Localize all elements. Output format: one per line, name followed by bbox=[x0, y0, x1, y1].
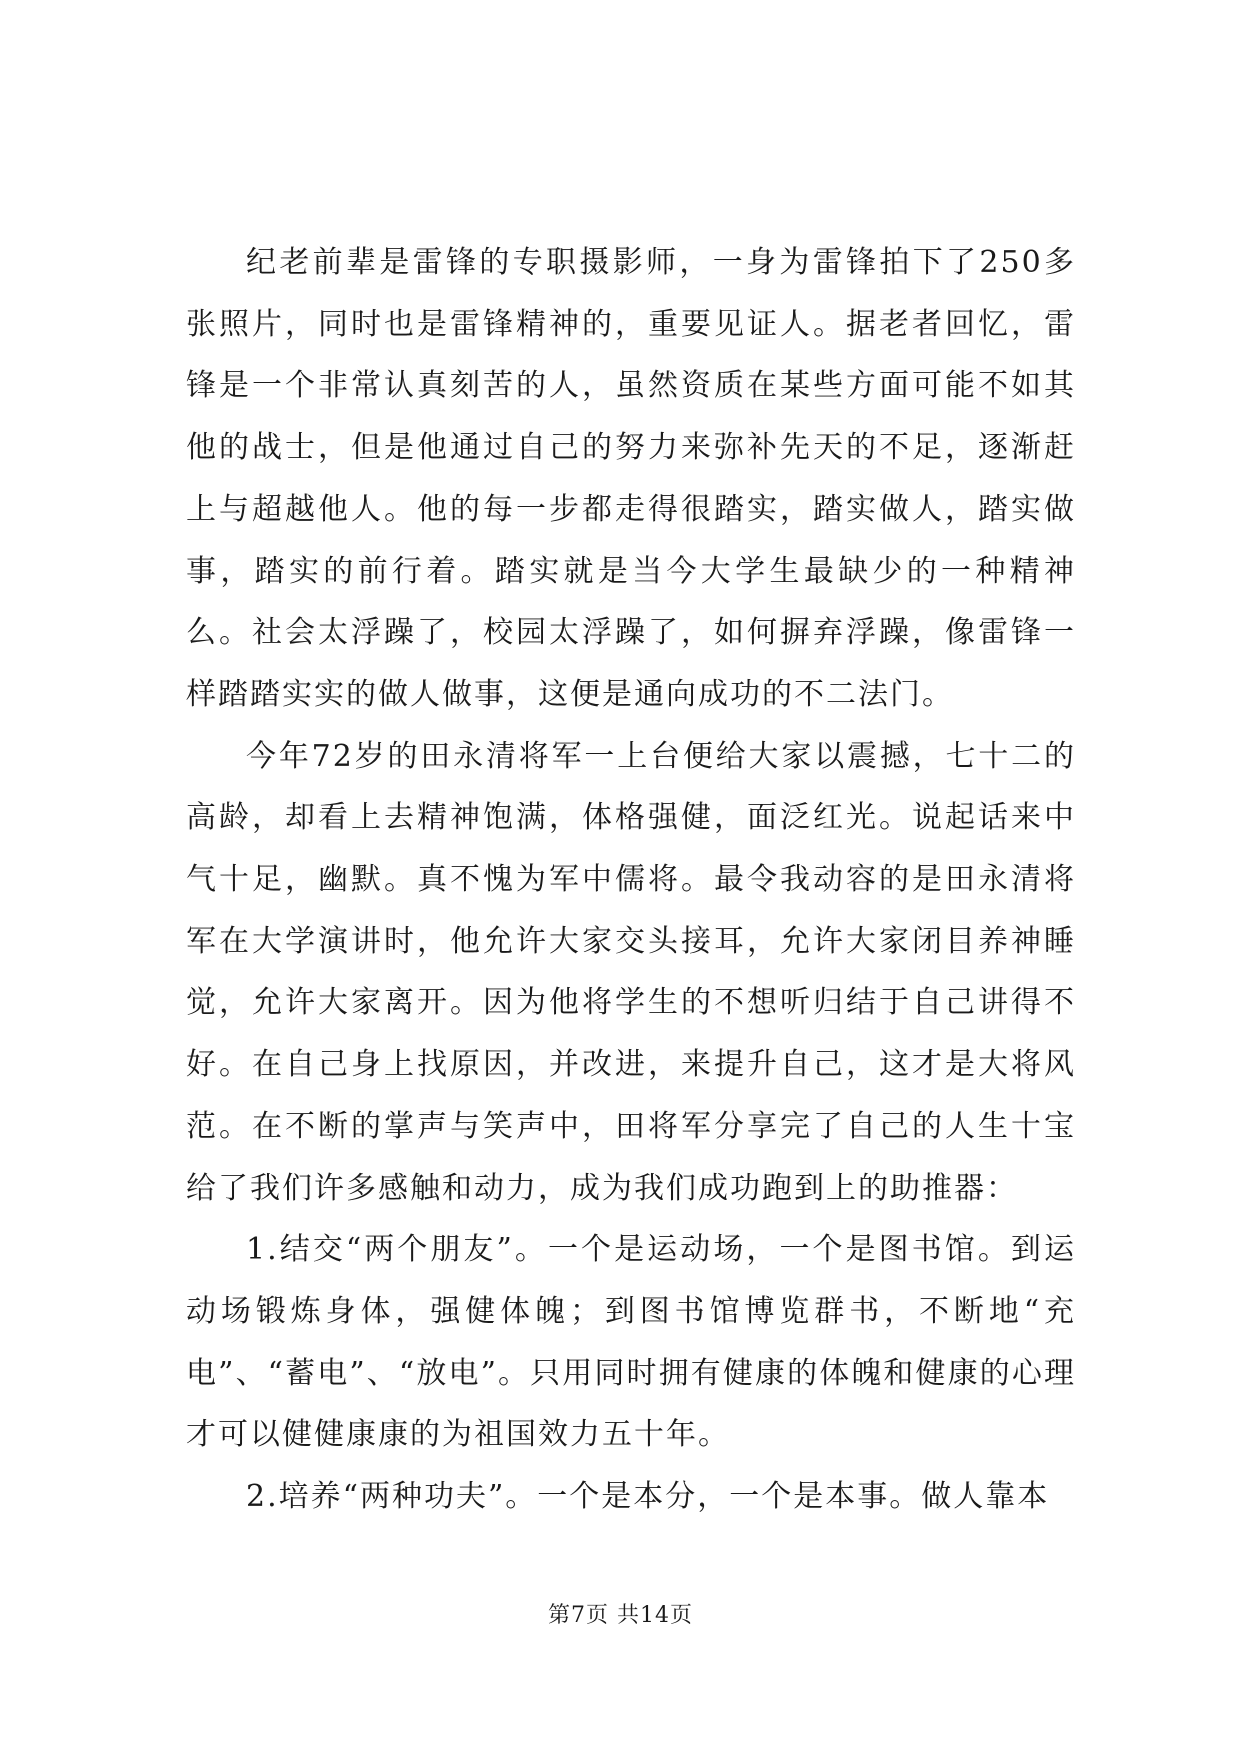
paragraph-ji-lao: 纪老前辈是雷锋的专职摄影师，一身为雷锋拍下了250多张照片，同时也是雷锋精神的，重要见证人。据老者回忆，雷锋是一个非常认真刻苦的人，虽然资质在某些方面可能不如其他的战士，但是他通过自己的努力来弥补先天的不足，逐渐赶上与超越他人。他的每一步都走得很踏实，踏实做人，踏实做事，踏实的前行着。踏实就是当今大学生最缺少的一种精神么。社会太浮躁了，校园太浮躁了，如何摒弃浮躁，像雷锋一样踏踏实实的做人做事，这便是通向成功的不二法门。 bbox=[186, 245, 1076, 712]
list-item-two-friends: 1.结交“两个朋友”。一个是运动场，一个是图书馆。到运动场锻炼身体，强健体魄；到图书馆博览群书，不断地“充电”、“蓄电”、“放电”。只用同时拥有健康的体魄和健康的心理才可以健健康康的为祖国效力五十年。 bbox=[186, 1232, 1076, 1453]
paragraph-tian-yongqing: 今年72岁的田永清将军一上台便给大家以震撼，七十二的高龄，却看上去精神饱满，体格强健，面泛红光。说起话来中气十足，幽默。真不愧为军中儒将。最令我动容的是田永清将军在大学演讲时，他允许大家交头接耳，允许大家闭目养神睡觉，允许大家离开。因为他将学生的不想听归结于自己讲得不好。在自己身上找原因，并改进，来提升自己，这才是大将风范。在不断的掌声与笑声中，田将军分享完了自己的人生十宝给了我们许多感触和动力，成为我们成功跑到上的助推器： bbox=[186, 738, 1076, 1206]
list-item-two-skills: 2.培养“两种功夫”。一个是本分，一个是本事。做人靠本 bbox=[246, 1479, 1050, 1515]
page-number-footer: 第7页 共14页 bbox=[548, 1603, 693, 1628]
document-body bbox=[186, 232, 1076, 1528]
